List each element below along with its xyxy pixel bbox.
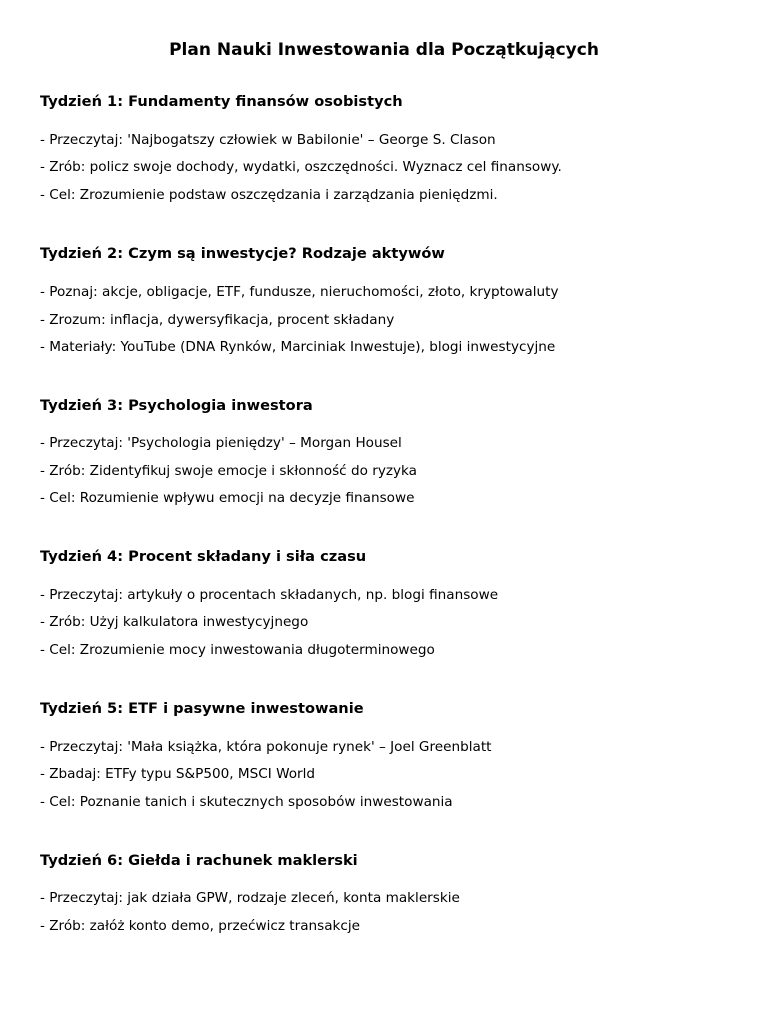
week-1-item-2: - Zrób: policz swoje dochody, wydatki, oszczędności. Wyznacz cel finansowy. (40, 159, 562, 175)
week-3-heading: Tydzień 3: Psychologia inwestora (40, 397, 313, 414)
week-6-item-1: - Przeczytaj: jak działa GPW, rodzaje zleceń, konta maklerskie (40, 890, 460, 906)
week-5-item-1: - Przeczytaj: 'Mała książka, która pokonuje rynek' – Joel Greenblatt (40, 739, 492, 755)
week-4-item-2: - Zrób: Użyj kalkulatora inwestycyjnego (40, 614, 309, 630)
week-6-item-2: - Zrób: załóż konto demo, przećwicz transakcje (40, 918, 361, 934)
week-2-heading: Tydzień 2: Czym są inwestycje? Rodzaje aktywów (40, 245, 445, 262)
week-5-heading: Tydzień 5: ETF i pasywne inwestowanie (40, 700, 364, 717)
week-1-heading: Tydzień 1: Fundamenty finansów osobistych (40, 93, 403, 110)
document-title: Plan Nauki Inwestowania dla Początkujących (169, 40, 599, 60)
week-1-item-3: - Cel: Zrozumienie podstaw oszczędzania i zarządzania pieniędzmi. (40, 187, 498, 203)
week-2-item-2: - Zrozum: inflacja, dywersyfikacja, procent składany (40, 312, 395, 328)
week-5-item-2: - Zbadaj: ETFy typu S&P500, MSCI World (40, 766, 316, 782)
week-4-heading: Tydzień 4: Procent składany i siła czasu (40, 548, 367, 565)
week-3-item-2: - Zrób: Zidentyfikuj swoje emocje i skłonność do ryzyka (40, 463, 418, 479)
week-1-item-1: - Przeczytaj: 'Najbogatszy człowiek w Babilonie' – George S. Clason (40, 132, 496, 148)
week-6-heading: Tydzień 6: Giełda i rachunek maklerski (40, 852, 358, 869)
week-3-item-1: - Przeczytaj: 'Psychologia pieniędzy' – Morgan Housel (40, 435, 402, 451)
week-3-item-3: - Cel: Rozumienie wpływu emocji na decyzje finansowe (40, 490, 415, 506)
week-4-item-3: - Cel: Zrozumienie mocy inwestowania długoterminowego (40, 642, 435, 658)
week-5-item-3: - Cel: Poznanie tanich i skutecznych sposobów inwestowania (40, 794, 453, 810)
week-4-item-1: - Przeczytaj: artykuły o procentach składanych, np. blogi finansowe (40, 587, 499, 603)
week-2-item-1: - Poznaj: akcje, obligacje, ETF, fundusze, nieruchomości, złoto, kryptowaluty (40, 284, 559, 300)
week-2-item-3: - Materiały: YouTube (DNA Rynków, Marciniak Inwestuje), blogi inwestycyjne (40, 339, 556, 355)
